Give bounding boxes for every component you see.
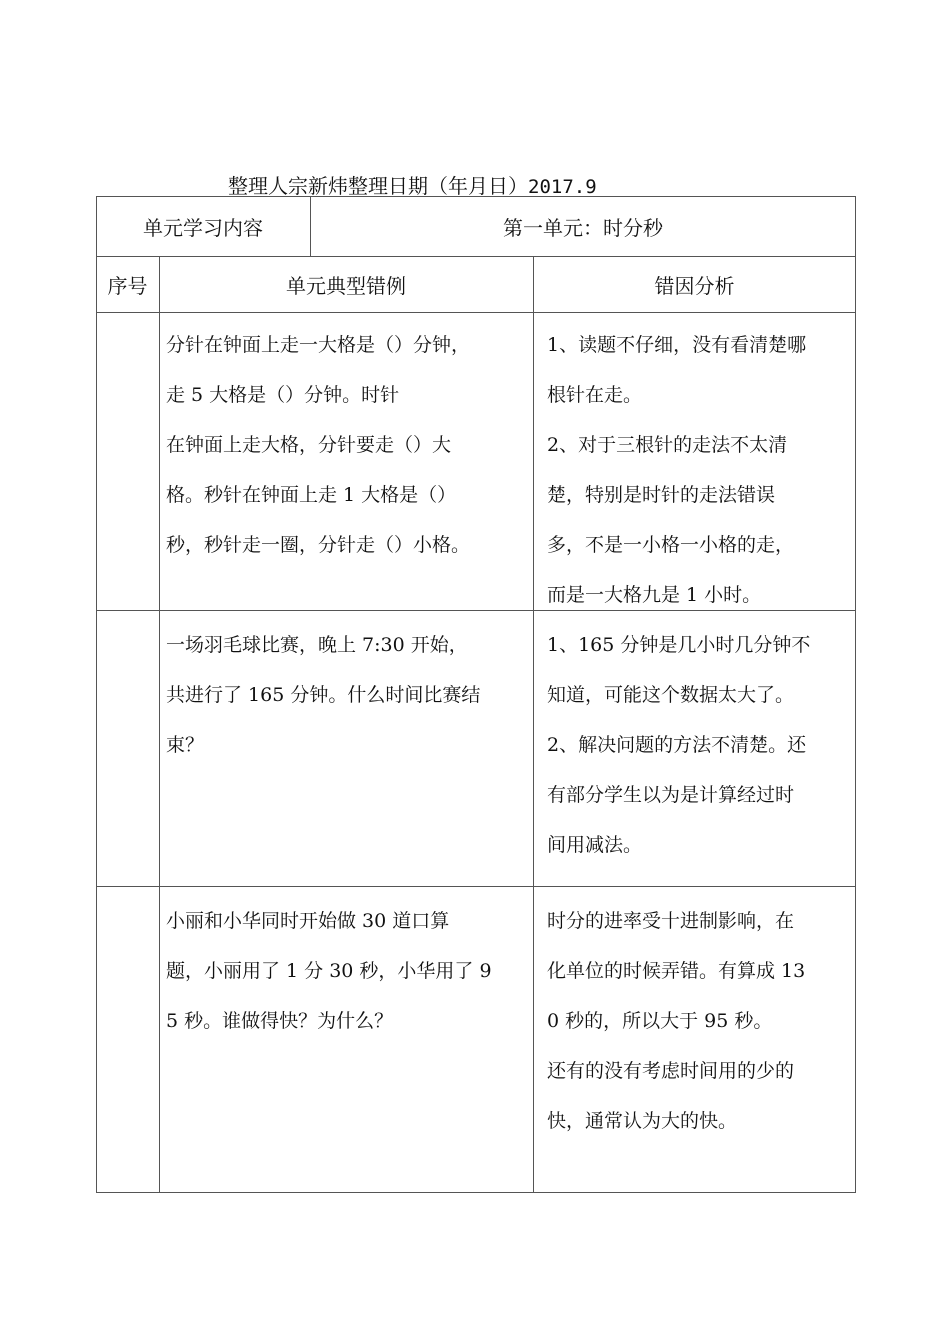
analysis-line: 快，通常认为大的快。: [547, 1110, 738, 1132]
table-row-example: [166, 320, 470, 570]
row-divider: [96, 886, 856, 887]
example-line: 共进行了 165 分钟。什么时间比赛结: [166, 684, 481, 706]
example-line: 束？: [166, 734, 205, 756]
example-line: 分针在钟面上走一大格是（）分钟，: [166, 334, 471, 356]
analysis-line: 楚，特别是时针的走法错误: [547, 484, 776, 506]
example-line: 小丽和小华同时开始做 30 道口算: [166, 910, 450, 932]
analysis-line: 时分的进率受十进制影响，在: [547, 910, 795, 932]
column-header-example: 单元典型错例: [286, 273, 406, 298]
analysis-line: 化单位的时候弄错。有算成 13: [547, 960, 806, 982]
row-divider: [96, 312, 856, 313]
table-row-analysis: [547, 320, 806, 620]
analysis-line: 多，不是一小格一小格的走，: [547, 534, 795, 556]
unit-value: 第一单元：时分秒: [503, 215, 663, 240]
example-line: 一场羽毛球比赛，晚上 7:30 开始，: [166, 634, 468, 656]
header-date: 2017.9: [528, 176, 597, 198]
analysis-line: 2、对于三根针的走法不太清: [547, 434, 788, 456]
example-line: 在钟面上走大格，分针要走（）大: [166, 434, 452, 456]
analysis-line: 知道，可能这个数据太大了。: [547, 684, 795, 706]
column-header-index: 序号: [107, 273, 148, 298]
analysis-line: 1、读题不仔细，没有看清楚哪: [547, 334, 807, 356]
analysis-line: 间用减法。: [547, 834, 643, 856]
analysis-line: 根针在走。: [547, 384, 643, 406]
example-line: 秒，秒针走一圈，分针走（）小格。: [166, 534, 471, 556]
document-header: [228, 170, 597, 199]
analysis-line: 0 秒的，所以大于 95 秒。: [547, 1010, 773, 1032]
table-row-example: [166, 896, 492, 1046]
analysis-line: 有部分学生以为是计算经过时: [547, 784, 795, 806]
table-row-analysis: [547, 620, 810, 870]
example-line: 走 5 大格是（）分钟。时针: [166, 384, 400, 406]
table-row-example: [166, 620, 480, 770]
analysis-line: 2、解决问题的方法不清楚。还: [547, 734, 807, 756]
example-line: 题，小丽用了 1 分 30 秒，小华用了 9: [166, 960, 492, 982]
example-line: 5 秒。谁做得快？为什么？: [166, 1010, 394, 1032]
table-row-analysis: [547, 896, 805, 1146]
header-prefix: 整理人宗新炜整理日期（年月日）: [228, 174, 528, 198]
col-divider: [533, 256, 534, 1193]
analysis-line: 还有的没有考虑时间用的少的: [547, 1060, 795, 1082]
analysis-line: 1、165 分钟是几小时几分钟不: [547, 634, 811, 656]
unit-label: 单元学习内容: [143, 215, 263, 240]
column-header-analysis: 错因分析: [654, 273, 735, 298]
analysis-line: 而是一大格九是 1 小时。: [547, 584, 762, 606]
col-divider: [159, 256, 160, 1193]
example-line: 格。秒针在钟面上走 1 大格是（）: [166, 484, 457, 506]
